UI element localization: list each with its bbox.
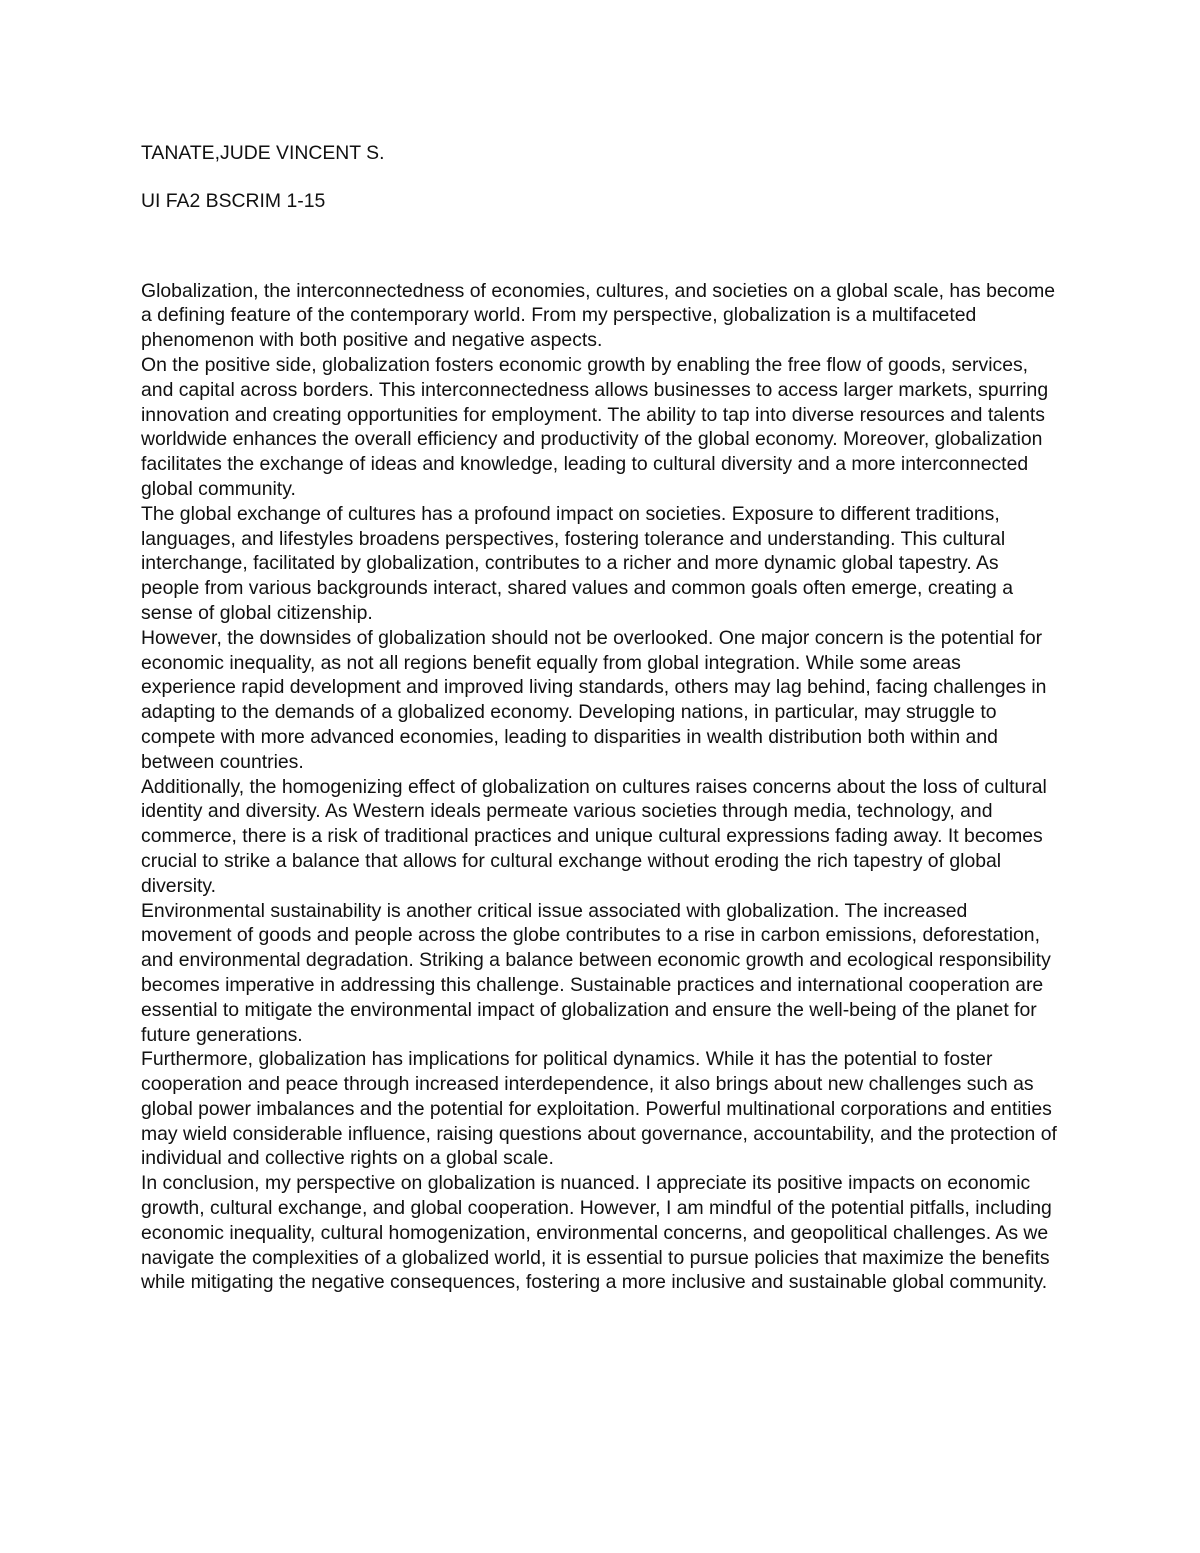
class-info: UI FA2 BSCRIM 1-15 <box>141 189 326 212</box>
paragraph-political-dynamics: Furthermore, globalization has implications for political dynamics. While it has the potential to foster cooperation and peace through increased interdependence, it also brings about new challenges such as global power imbalances and the potential for exploitation. Powerful multinational corporations and entities may wield considerable influence, raising questions about governance, accountability, and the protection of individual and collective rights on a global scale. <box>141 1048 1057 1170</box>
paragraph-introduction: Globalization, the interconnectedness of economies, cultures, and societies on a global scale, has become a defining feature of the contemporary world. From my perspective, globalization is a multifaceted phenomenon with both positive and negative aspects. <box>141 279 1056 352</box>
paragraph-cultural-exchange: The global exchange of cultures has a profound impact on societies. Exposure to different traditions, languages, and lifestyles broadens perspectives, fostering tolerance and understanding. This cultural interchange, facilitated by globalization, contributes to a richer and more dynamic global tapestry. As people from various backgrounds interact, shared values and common goals often emerge, creating a sense of global citizenship. <box>141 502 1013 624</box>
document-body <box>141 141 1061 1295</box>
author-name: TANATE,JUDE VINCENT S. <box>141 142 385 164</box>
paragraph-cultural-homogenization: Additionally, the homogenizing effect of globalization on cultures raises concerns about the loss of cultural identity and diversity. As Western ideals permeate various societies through media, technology, and commerce, there is a risk of traditional practices and unique cultural expressions fading away. It becomes crucial to strike a balance that allows for cultural exchange without eroding the rich tapestry of global diversity. <box>141 775 1047 897</box>
paragraph-conclusion: In conclusion, my perspective on globalization is nuanced. I appreciate its positive impacts on economic growth, cultural exchange, and global cooperation. However, I am mindful of the potential pitfalls, including economic inequality, cultural homogenization, environmental concerns, and geopolitical challenges. As we navigate the complexities of a globalized world, it is essential to pursue policies that maximize the benefits while mitigating the negative consequences, fostering a more inclusive and sustainable global community. <box>141 1172 1052 1294</box>
paragraph-environmental-sustainability: Environmental sustainability is another critical issue associated with globalization. The increased movement of goods and people across the globe contributes to a rise in carbon emissions, deforestation, and environmental degradation. Striking a balance between economic growth and ecological responsibility becomes imperative in addressing this challenge. Sustainable practices and international cooperation are essential to mitigate the environmental impact of globalization and ensure the well-being of the planet for future generations. <box>141 899 1051 1046</box>
paragraph-downsides: However, the downsides of globalization should not be overlooked. One major concern is the potential for economic inequality, as not all regions benefit equally from global integration. While some areas experience rapid development and improved living standards, others may lag behind, facing challenges in adapting to the demands of a globalized economy. Developing nations, in particular, may struggle to compete with more advanced economies, leading to disparities in wealth distribution both within and between countries. <box>141 626 1047 773</box>
paragraph-positive-side: On the positive side, globalization fosters economic growth by enabling the free flow of goods, services, and capital across borders. This interconnectedness allows businesses to access larger markets, spurring innovation and creating opportunities for employment. The ability to tap into diverse resources and talents worldwide enhances the overall efficiency and productivity of the global economy. Moreover, globalization facilitates the exchange of ideas and knowledge, leading to cultural diversity and a more interconnected global community. <box>141 353 1049 500</box>
